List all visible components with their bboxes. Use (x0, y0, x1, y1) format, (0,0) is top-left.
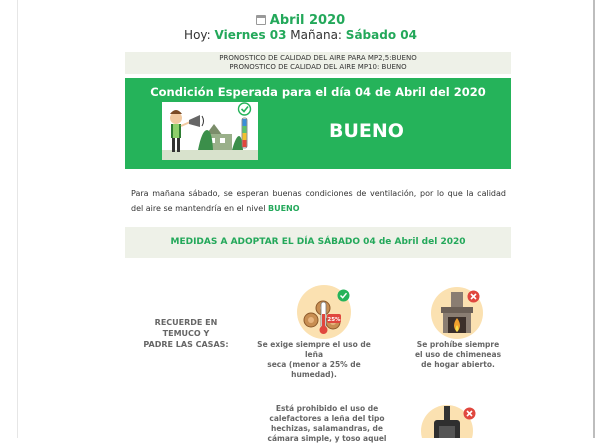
page-right-border (593, 0, 595, 438)
heater-caption-line-1: Está prohibido el uso de (275, 404, 379, 413)
today-label: Hoy: (184, 28, 211, 42)
heater-caption (260, 404, 394, 444)
forecast-description (131, 186, 506, 216)
forecast-mp25: PRONOSTICO DE CALIDAD DEL AIRE PARA MP2,5:BUENO (219, 54, 417, 62)
person-megaphone-illustration (162, 102, 258, 160)
forecast-box (125, 52, 511, 74)
heater-caption-line-4: cámara simple, y toso aquel (267, 434, 387, 443)
reminder-text (128, 317, 244, 350)
wood-caption-line-1: Se exige siempre el uso de leña (257, 340, 371, 359)
reminder-line-1: RECUERDE EN (154, 318, 218, 327)
wood-badge: 25% (327, 317, 341, 323)
page-left-border (17, 0, 18, 438)
calendar-icon (256, 15, 266, 25)
description-level: BUENO (267, 204, 300, 213)
chimney-caption (403, 340, 513, 370)
description-text: Para mañana sábado, se esperan buenas condiciones de ventilación, por lo que la calidad del aire se mantendría en el nivel (131, 189, 506, 213)
day-row (0, 28, 601, 42)
forecast-mp10: PRONOSTICO DE CALIDAD DEL AIRE MP10: BUENO (229, 63, 407, 71)
prohibited-heater-icon (463, 405, 476, 418)
check-icon (337, 287, 350, 300)
condition-status: BUENO (329, 120, 404, 142)
tomorrow-label: Mañana: (290, 28, 342, 42)
wood-caption-line-2: seca (menor a 25% de (267, 360, 361, 369)
chimney-caption-line-1: Se prohíbe siempre (416, 340, 500, 349)
chimney-caption-line-3: de hogar abierto. (421, 360, 495, 369)
today-value: Viernes 03 (214, 28, 287, 42)
condition-panel (125, 78, 511, 169)
measures-title: MEDIDAS A ADOPTAR EL DÍA SÁBADO 04 de Abril del 2020 (125, 227, 511, 258)
month-label: Abril 2020 (269, 13, 346, 28)
reminder-line-3: PADRE LAS CASAS: (143, 340, 229, 349)
chimney-caption-line-2: el uso de chimeneas (414, 350, 502, 359)
wood-caption-line-3: humedad). (291, 370, 337, 379)
wood-caption (251, 340, 377, 380)
heater-caption-line-3: hechizas, salamandras, de (270, 424, 383, 433)
condition-title: Condición Esperada para el día 04 de Abril del 2020 (150, 85, 486, 99)
reminder-line-2: TEMUCO Y (162, 329, 210, 338)
heater-caption-line-2: calefactores a leña del tipo (269, 414, 385, 423)
month-header (0, 13, 601, 28)
tomorrow-value: Sábado 04 (345, 28, 417, 42)
prohibited-icon (467, 288, 480, 301)
